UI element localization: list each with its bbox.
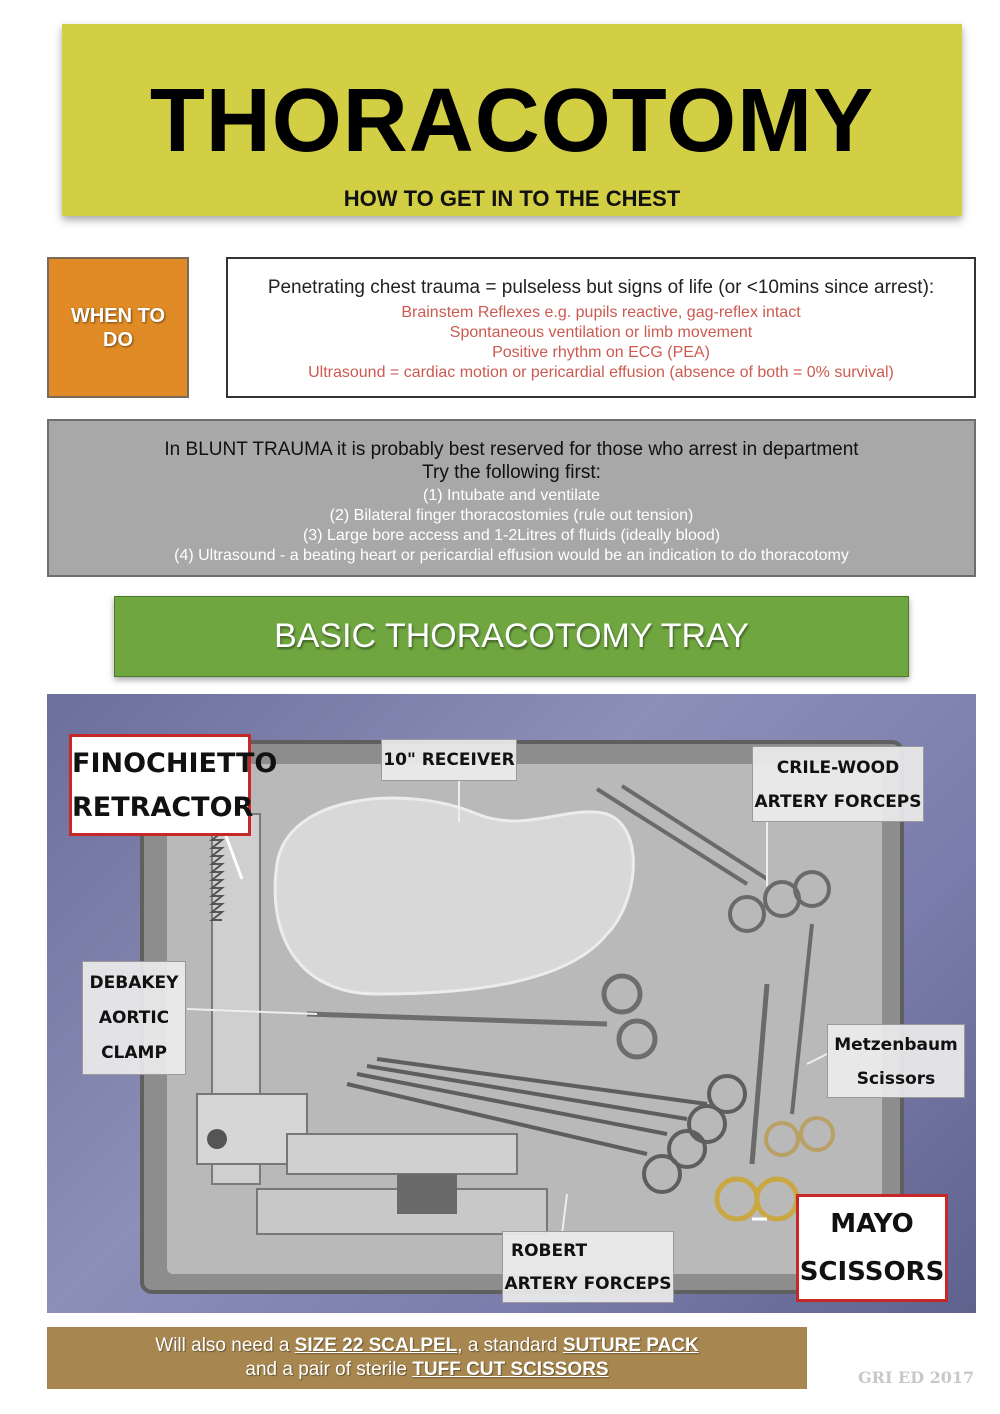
note-text: Will also need a — [155, 1335, 295, 1356]
blunt-step: (3) Large bore access and 1-2Litres of fluids (ideally blood) — [302, 527, 721, 544]
label-line: ARTERY FORCEPS — [754, 792, 922, 812]
additional-items-note — [47, 1327, 807, 1389]
tray-banner — [114, 596, 909, 677]
indication-item: Brainstem Reflexes e.g. pupils reactive, gag-reflex intact — [401, 304, 801, 321]
indications-box — [226, 257, 976, 398]
label-line: CRILE-WOOD — [776, 758, 900, 778]
crile-wood-label — [752, 746, 924, 822]
note-line-1 — [47, 1334, 807, 1358]
debakey-clamp-label — [82, 961, 186, 1075]
label-line: Scissors — [856, 1069, 936, 1089]
indication-item: Spontaneous ventilation or limb movement — [449, 324, 753, 341]
indication-item: Positive rhythm on ECG (PEA) — [492, 344, 710, 361]
blunt-trauma-heading: In BLUNT TRAUMA it is probably best reserved for those who arrest in department — [164, 439, 859, 460]
when-to-do-box — [47, 257, 189, 398]
label-line: DEBAKEY — [89, 973, 179, 993]
label-line: SCISSORS — [799, 1257, 945, 1287]
tuff-cut-scissors-item: TUFF CUT SCISSORS — [412, 1359, 609, 1380]
tray-title: BASIC THORACOTOMY TRAY — [274, 617, 749, 655]
note-text: , a standard — [457, 1335, 563, 1356]
label-line: AORTIC — [98, 1008, 170, 1028]
instrument-tray-photo — [47, 694, 976, 1313]
indications-list — [228, 303, 974, 383]
label-line: RETRACTOR — [72, 792, 254, 823]
credit-text: GRI ED 2017 — [858, 1368, 975, 1387]
robert-forceps-label — [502, 1231, 674, 1303]
receiver-label — [381, 739, 517, 781]
title-banner — [62, 24, 962, 216]
blunt-step: (1) Intubate and ventilate — [422, 487, 600, 504]
suture-pack-item: SUTURE PACK — [562, 1335, 699, 1356]
note-line-2 — [47, 1358, 807, 1382]
label-line: Metzenbaum — [834, 1035, 958, 1055]
label-line: 10" RECEIVER — [383, 750, 515, 770]
indication-item: Ultrasound = cardiac motion or pericardial effusion (absence of both = 0% survival) — [308, 364, 894, 381]
blunt-trauma-subheading: Try the following first: — [422, 462, 601, 483]
finochietto-retractor-label — [69, 734, 278, 836]
label-line: CLAMP — [101, 1043, 167, 1063]
page-subtitle: HOW TO GET IN TO THE CHEST — [343, 186, 681, 211]
mayo-scissors-label — [796, 1194, 948, 1302]
label-line: ROBERT — [511, 1241, 588, 1261]
blunt-step: (4) Ultrasound - a beating heart or pericardial effusion would be an indication to do thoracotomy — [174, 547, 849, 564]
label-line: ARTERY FORCEPS — [504, 1274, 672, 1294]
note-text: and a pair of sterile — [245, 1359, 413, 1380]
when-to-do-label: WHEN TO DO — [70, 304, 166, 351]
label-line: MAYO — [830, 1209, 914, 1239]
label-line: FINOCHIETTO — [72, 748, 278, 779]
blunt-trauma-box — [47, 419, 976, 577]
page-title: THORACOTOMY — [149, 71, 875, 171]
indications-heading: Penetrating chest trauma = pulseless but signs of life (or <10mins since arrest): — [267, 277, 935, 298]
blunt-step: (2) Bilateral finger thoracostomies (rule out tension) — [329, 507, 694, 524]
blunt-trauma-steps — [49, 486, 974, 566]
metzenbaum-label — [827, 1024, 965, 1098]
scalpel-item: SIZE 22 SCALPEL — [294, 1335, 458, 1356]
